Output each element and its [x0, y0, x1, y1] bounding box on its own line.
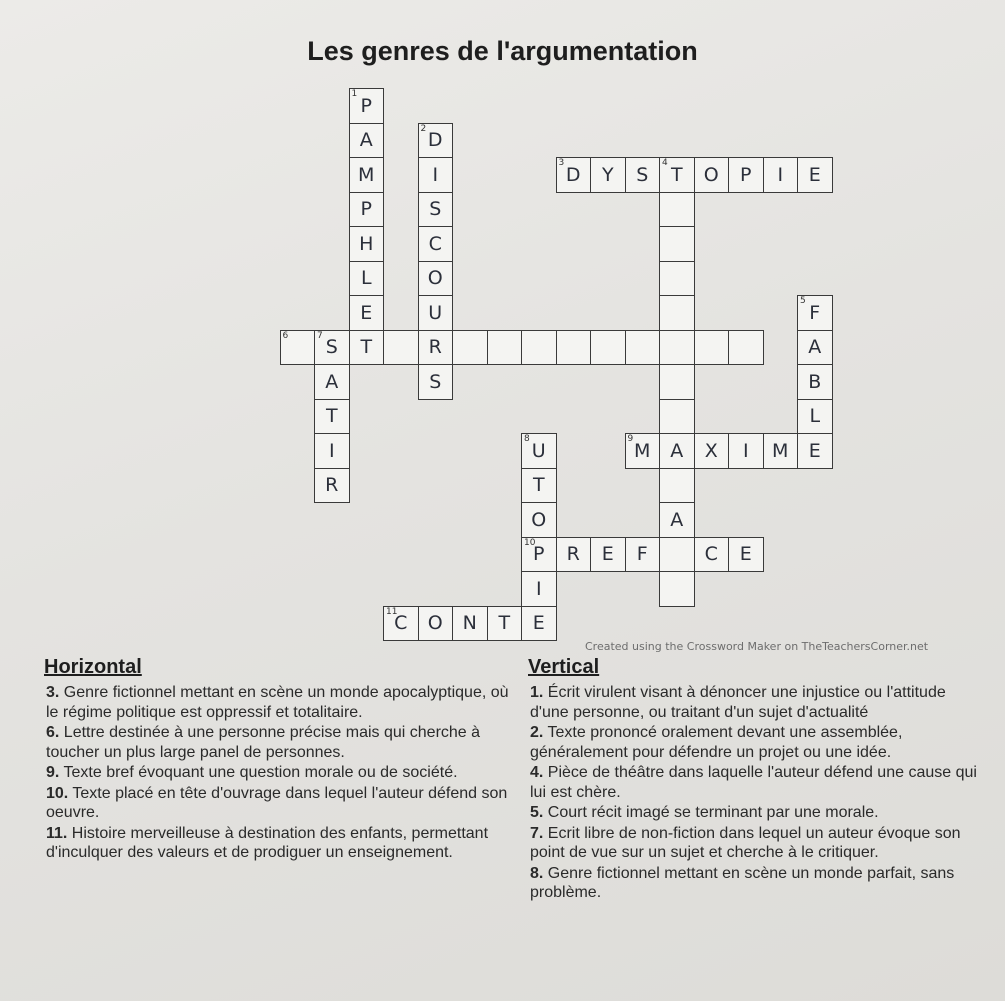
- cell-letter: Y: [601, 163, 614, 186]
- crossword-cell[interactable]: [625, 330, 661, 366]
- crossword-cell[interactable]: [659, 502, 695, 538]
- horizontal-heading: Horizontal: [44, 656, 142, 678]
- crossword-cell[interactable]: [314, 364, 350, 400]
- clue-text: Pièce de théâtre dans laquelle l'auteur défend une cause qui lui est chère.: [530, 764, 977, 801]
- crossword-cell[interactable]: [590, 330, 626, 366]
- cell-letter: T: [498, 612, 511, 635]
- clue-number: 5.: [530, 804, 544, 821]
- crossword-cell[interactable]: [590, 157, 626, 193]
- cell-letter: M: [772, 439, 789, 462]
- crossword-cell[interactable]: [694, 537, 730, 573]
- clue-item: [530, 864, 985, 903]
- crossword-cell[interactable]: [659, 226, 695, 262]
- cell-letter: I: [535, 577, 542, 600]
- clue-number: 9.: [46, 764, 60, 781]
- page-title: Les genres de l'argumentation: [307, 36, 698, 66]
- clue-number: 4.: [530, 764, 544, 781]
- clue-item: [530, 763, 985, 802]
- cell-number: 7: [317, 330, 323, 341]
- crossword-cell[interactable]: [418, 226, 454, 262]
- cell-letter: O: [427, 612, 443, 635]
- crossword-cell[interactable]: [659, 571, 695, 607]
- cell-number: 5: [800, 296, 806, 306]
- crossword-cell[interactable]: [556, 157, 592, 193]
- clue-text: Genre fictionnel mettant en scène un monde apocalyptique, où le régime politique est oppressif et totalitaire.: [46, 684, 509, 721]
- crossword-cell[interactable]: [314, 468, 350, 504]
- cell-letter: S: [429, 370, 442, 393]
- clue-item: [46, 763, 514, 783]
- clue-item: [46, 784, 514, 823]
- crossword-cell[interactable]: [349, 88, 385, 124]
- cell-letter: E: [739, 543, 752, 566]
- crossword-cell[interactable]: [521, 330, 557, 366]
- cell-letter: U: [428, 301, 443, 324]
- crossword-cell[interactable]: [659, 364, 695, 400]
- clue-text: Lettre destinée à une personne précise mais qui cherche à toucher un plus large panel de personnes.: [46, 724, 481, 761]
- cell-letter: I: [328, 439, 335, 462]
- clue-text: Genre fictionnel mettant en scène un monde parfait, sans problème.: [530, 864, 955, 901]
- cell-number: 4: [662, 158, 668, 168]
- crossword-cell[interactable]: [452, 330, 488, 366]
- cell-letter: N: [462, 612, 477, 635]
- crossword-cell[interactable]: [418, 261, 454, 297]
- cell-letter: R: [325, 474, 339, 497]
- cell-letter: M: [634, 439, 651, 462]
- cell-letter: C: [428, 232, 442, 255]
- clue-item: [46, 683, 514, 722]
- cell-number: 11: [386, 606, 398, 617]
- cell-letter: C: [394, 612, 408, 635]
- crossword-cell[interactable]: [797, 364, 833, 400]
- crossword-cell[interactable]: [659, 468, 695, 504]
- cell-letter: A: [359, 129, 373, 152]
- crossword-cell[interactable]: [590, 537, 626, 573]
- cell-letter: P: [360, 94, 372, 117]
- clue-item: [530, 683, 985, 722]
- cell-letter: A: [670, 439, 684, 462]
- cell-number: 2: [420, 123, 427, 134]
- crossword-cell[interactable]: [418, 364, 454, 400]
- crossword-cell[interactable]: [625, 537, 661, 573]
- crossword-cell[interactable]: [418, 295, 454, 331]
- cell-letter: T: [670, 163, 683, 186]
- crossword-cell[interactable]: [625, 157, 661, 193]
- crossword-cell[interactable]: [349, 192, 385, 228]
- crossword-cell[interactable]: [418, 123, 454, 159]
- crossword-cell[interactable]: [763, 433, 799, 469]
- horizontal-clue-list: [46, 683, 514, 864]
- crossword-cell[interactable]: [521, 468, 557, 504]
- crossword-cell[interactable]: [659, 157, 695, 193]
- cell-letter: F: [809, 301, 821, 324]
- cell-letter: E: [360, 301, 373, 324]
- crossword-cell[interactable]: [797, 330, 833, 366]
- crossword-cell[interactable]: [349, 123, 385, 159]
- cell-letter: S: [325, 336, 338, 359]
- crossword-cell[interactable]: [728, 157, 764, 193]
- cell-letter: C: [704, 543, 718, 566]
- clue-number: 10.: [46, 784, 69, 802]
- cell-letter: U: [531, 439, 546, 462]
- cell-letter: L: [809, 405, 821, 428]
- crossword-cell[interactable]: [521, 571, 557, 607]
- clue-text: Histoire merveilleuse à destination des enfants, permettant d'inculquer des valeurs et de prodiguer un enseignement.: [46, 824, 489, 861]
- cell-letter: T: [360, 336, 373, 359]
- crossword-cell[interactable]: [418, 157, 454, 193]
- cell-letter: L: [360, 267, 372, 290]
- crossword-cell[interactable]: [418, 606, 454, 642]
- clue-number: 8.: [530, 864, 544, 882]
- clue-number: 11.: [46, 824, 68, 842]
- crossword-cell[interactable]: [349, 226, 385, 262]
- cell-letter: A: [325, 370, 339, 393]
- crossword-cell[interactable]: [349, 330, 385, 366]
- clue-item: [530, 803, 985, 823]
- cell-letter: A: [670, 508, 684, 531]
- crossword-cell[interactable]: [521, 537, 557, 573]
- cell-letter: X: [704, 439, 718, 462]
- crossword-cell[interactable]: [521, 606, 557, 642]
- crossword-cell[interactable]: [314, 330, 350, 366]
- cell-letter: T: [325, 405, 338, 428]
- crossword-cell[interactable]: [521, 433, 557, 469]
- vertical-clue-list: [530, 683, 985, 904]
- cell-letter: E: [601, 543, 614, 566]
- crossword-cell[interactable]: [659, 295, 695, 331]
- crossword-cell[interactable]: [797, 433, 833, 469]
- crossword-cell[interactable]: [314, 399, 350, 435]
- crossword-cell[interactable]: [694, 433, 730, 469]
- crossword-cell[interactable]: [349, 295, 385, 331]
- cell-letter: P: [740, 163, 752, 186]
- clue-item: [530, 723, 985, 762]
- clue-text: Texte placé en tête d'ouvrage dans lequel l'auteur défend son oeuvre.: [46, 784, 508, 821]
- crossword-cell[interactable]: [659, 399, 695, 435]
- crossword-cell[interactable]: [383, 606, 419, 642]
- cell-letter: M: [358, 163, 375, 186]
- cell-letter: R: [428, 336, 442, 359]
- crossword-cell[interactable]: [694, 330, 730, 366]
- crossword-cell[interactable]: [349, 157, 385, 193]
- cell-number: 8: [524, 434, 530, 444]
- clue-text: Écrit virulent visant à dénoncer une injustice ou l'attitude d'une personne, ou traitant d'un sujet d'actualité: [530, 684, 946, 721]
- clue-text: Court récit imagé se terminant par une morale.: [543, 804, 879, 821]
- cell-letter: R: [566, 543, 580, 566]
- crossword-cell[interactable]: [556, 330, 592, 366]
- cell-letter: O: [531, 508, 547, 531]
- cell-letter: I: [432, 163, 439, 186]
- crossword-cell[interactable]: [797, 295, 833, 331]
- cell-letter: B: [808, 370, 822, 393]
- cell-number: 1: [351, 89, 358, 99]
- crossword-cell[interactable]: [797, 399, 833, 435]
- crossword-cell[interactable]: [797, 157, 833, 193]
- crossword-cell[interactable]: [728, 433, 764, 469]
- crossword-cell[interactable]: [556, 537, 592, 573]
- cell-number: 10: [524, 537, 536, 548]
- crossword-cell[interactable]: [625, 433, 661, 469]
- crossword-cell[interactable]: [418, 192, 454, 228]
- clue-item: [530, 824, 985, 863]
- cell-letter: T: [532, 474, 545, 497]
- cell-letter: E: [808, 163, 821, 186]
- cell-letter: S: [636, 163, 649, 186]
- crossword-cell[interactable]: [659, 192, 695, 228]
- crossword-cell[interactable]: [349, 261, 385, 297]
- crossword-cell[interactable]: [659, 433, 695, 469]
- clue-text: Texte prononcé oralement devant une assemblée, généralement pour défendre un projet ou une idée.: [530, 724, 903, 761]
- cell-letter: I: [742, 439, 749, 462]
- vertical-heading: Vertical: [528, 656, 600, 678]
- credit-line: Created using the Crossword Maker on TheTeachersCorner.net: [585, 640, 929, 653]
- cell-letter: P: [360, 198, 372, 221]
- crossword-cell[interactable]: [383, 330, 419, 366]
- crossword-cell[interactable]: [659, 261, 695, 297]
- cell-letter: E: [532, 612, 545, 635]
- cell-number: 9: [627, 434, 634, 444]
- crossword-cell[interactable]: [728, 537, 764, 573]
- clue-number: 2.: [530, 724, 544, 741]
- crossword-cell[interactable]: [659, 330, 695, 366]
- clue-item: [46, 723, 514, 762]
- cell-letter: I: [777, 163, 784, 186]
- crossword-cell[interactable]: [521, 502, 557, 538]
- cell-letter: O: [427, 267, 443, 290]
- crossword-cell[interactable]: [280, 330, 316, 366]
- crossword-cell[interactable]: [314, 433, 350, 469]
- crossword-cell[interactable]: [763, 157, 799, 193]
- crossword-cell[interactable]: [452, 606, 488, 642]
- crossword-cell[interactable]: [728, 330, 764, 366]
- clue-text: Texte bref évoquant une question morale ou de société.: [59, 764, 458, 781]
- cell-letter: P: [533, 543, 545, 566]
- cell-letter: F: [636, 543, 648, 566]
- clue-number: 6.: [46, 724, 60, 741]
- cell-letter: E: [808, 439, 821, 462]
- clue-number: 1.: [530, 684, 544, 701]
- cell-letter: H: [359, 232, 374, 255]
- cell-letter: O: [703, 163, 719, 186]
- cell-number: 6: [282, 330, 289, 341]
- clue-number: 7.: [530, 824, 544, 842]
- crossword-cell[interactable]: [659, 537, 695, 573]
- clue-number: 3.: [46, 684, 60, 701]
- crossword-cell[interactable]: [418, 330, 454, 366]
- cell-letter: A: [808, 336, 822, 359]
- crossword-cell[interactable]: [694, 157, 730, 193]
- cell-number: 3: [558, 158, 565, 168]
- crossword-cell[interactable]: [487, 606, 523, 642]
- clue-item: [46, 824, 514, 863]
- cell-letter: D: [565, 163, 581, 186]
- crossword-cell[interactable]: [487, 330, 523, 366]
- cell-letter: S: [429, 198, 442, 221]
- cell-letter: D: [427, 129, 443, 152]
- clue-text: Ecrit libre de non-fiction dans lequel un auteur évoque son point de vue sur un sujet et cherche à le critiquer.: [530, 824, 961, 861]
